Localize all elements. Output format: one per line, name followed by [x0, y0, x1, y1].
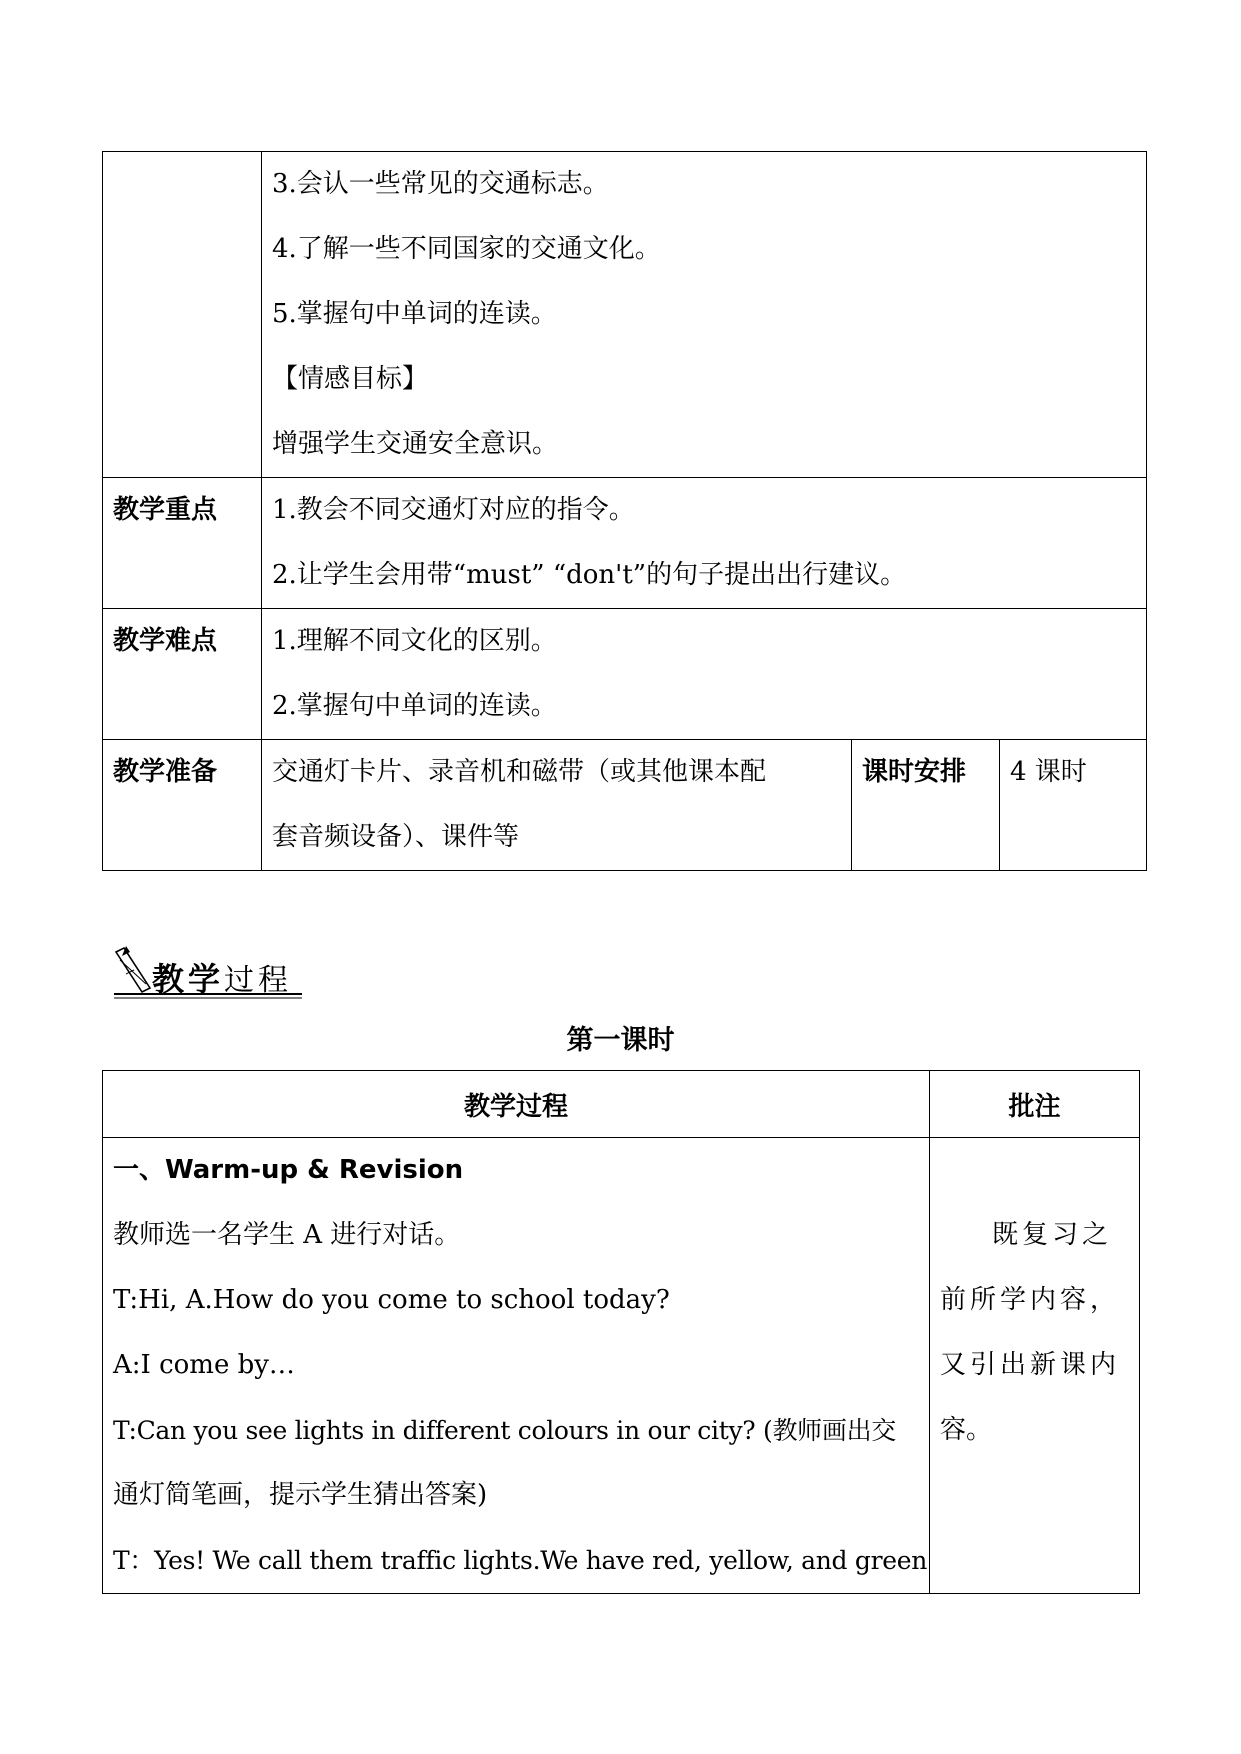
- preparation-line: 交通灯卡片、录音机和磁带（或其他课本配: [272, 757, 767, 787]
- process-line: 教师选一名学生 A 进行对话。: [113, 1220, 461, 1250]
- section-heading-text: [152, 954, 292, 1000]
- preparation-label-cell: [103, 740, 262, 871]
- difficulties-label-cell: [103, 609, 262, 740]
- objective-line: 3.会认一些常见的交通标志。: [272, 169, 609, 199]
- objective-line: 增强学生交通安全意识。: [272, 429, 559, 459]
- note-line: 容。: [940, 1415, 993, 1445]
- notes-spacer: [940, 1138, 1129, 1203]
- objective-line: 4.了解一些不同国家的交通文化。: [272, 234, 661, 264]
- schedule-label: 课时安排: [862, 757, 967, 787]
- preparation-row: [103, 740, 1147, 871]
- process-content-cell: [103, 1138, 930, 1594]
- lesson-title: 第一课时: [566, 1025, 675, 1056]
- emotional-goal-heading: 【情感目标】: [272, 364, 429, 394]
- difficulty-item: 2.掌握句中单词的连读。: [272, 691, 557, 721]
- process-line: T:Hi, A.How do you come to school today?: [113, 1285, 670, 1315]
- process-body-row: [103, 1138, 1140, 1594]
- schedule-value-cell: [1000, 740, 1147, 871]
- notes-column-header: 批注: [930, 1071, 1140, 1138]
- key-point-item: 1.教会不同交通灯对应的指令。: [272, 495, 635, 525]
- objective-line: 5.掌握句中单词的连读。: [272, 299, 557, 329]
- heading-rest: 过程: [224, 963, 293, 998]
- section-title: 一、Warm-up & Revision: [113, 1155, 464, 1185]
- objectives-content-cell: [262, 152, 1147, 478]
- preparation-content-cell: [262, 740, 852, 871]
- process-line: T:Can you see lights in different colours in our city? (教师画出交: [113, 1416, 896, 1445]
- key-point-item: 2.让学生会用带“must” “don't”的句子提出出行建议。: [272, 560, 907, 590]
- heading-char-1: 教: [152, 960, 189, 998]
- difficulties-label: 教学难点: [113, 626, 218, 656]
- difficulties-content-cell: [262, 609, 1147, 740]
- process-table: [102, 1070, 1140, 1594]
- schedule-value: 4 课时: [1010, 757, 1087, 787]
- difficulty-item: 1.理解不同文化的区别。: [272, 626, 557, 656]
- note-line: 又引出新课内: [940, 1350, 1121, 1380]
- heading-char-2: 学: [188, 960, 225, 998]
- process-line: 通灯简笔画，提示学生猜出答案): [113, 1480, 488, 1510]
- key-points-label: 教学重点: [113, 495, 218, 525]
- difficulties-row: [103, 609, 1147, 740]
- process-column-header: 教学过程: [103, 1071, 930, 1138]
- key-points-label-cell: [103, 478, 262, 609]
- process-header-row: [103, 1071, 1140, 1138]
- key-points-content-cell: [262, 478, 1147, 609]
- schedule-label-cell: [852, 740, 1000, 871]
- note-line: 前所学内容，: [940, 1285, 1121, 1315]
- objectives-label-cell: [103, 152, 262, 478]
- preparation-line: 套音频设备）、课件等: [272, 822, 520, 852]
- section-heading: [112, 944, 312, 1000]
- objectives-row: [103, 152, 1147, 478]
- process-line: A:I come by…: [113, 1350, 295, 1380]
- key-points-row: [103, 478, 1147, 609]
- preparation-label: 教学准备: [113, 757, 218, 787]
- notes-cell: [930, 1138, 1140, 1594]
- course-info-table: [102, 151, 1147, 871]
- process-line: T：Yes! We call them traffic lights.We have red, yellow, and green: [113, 1546, 928, 1575]
- note-line: 既复习之: [992, 1220, 1113, 1250]
